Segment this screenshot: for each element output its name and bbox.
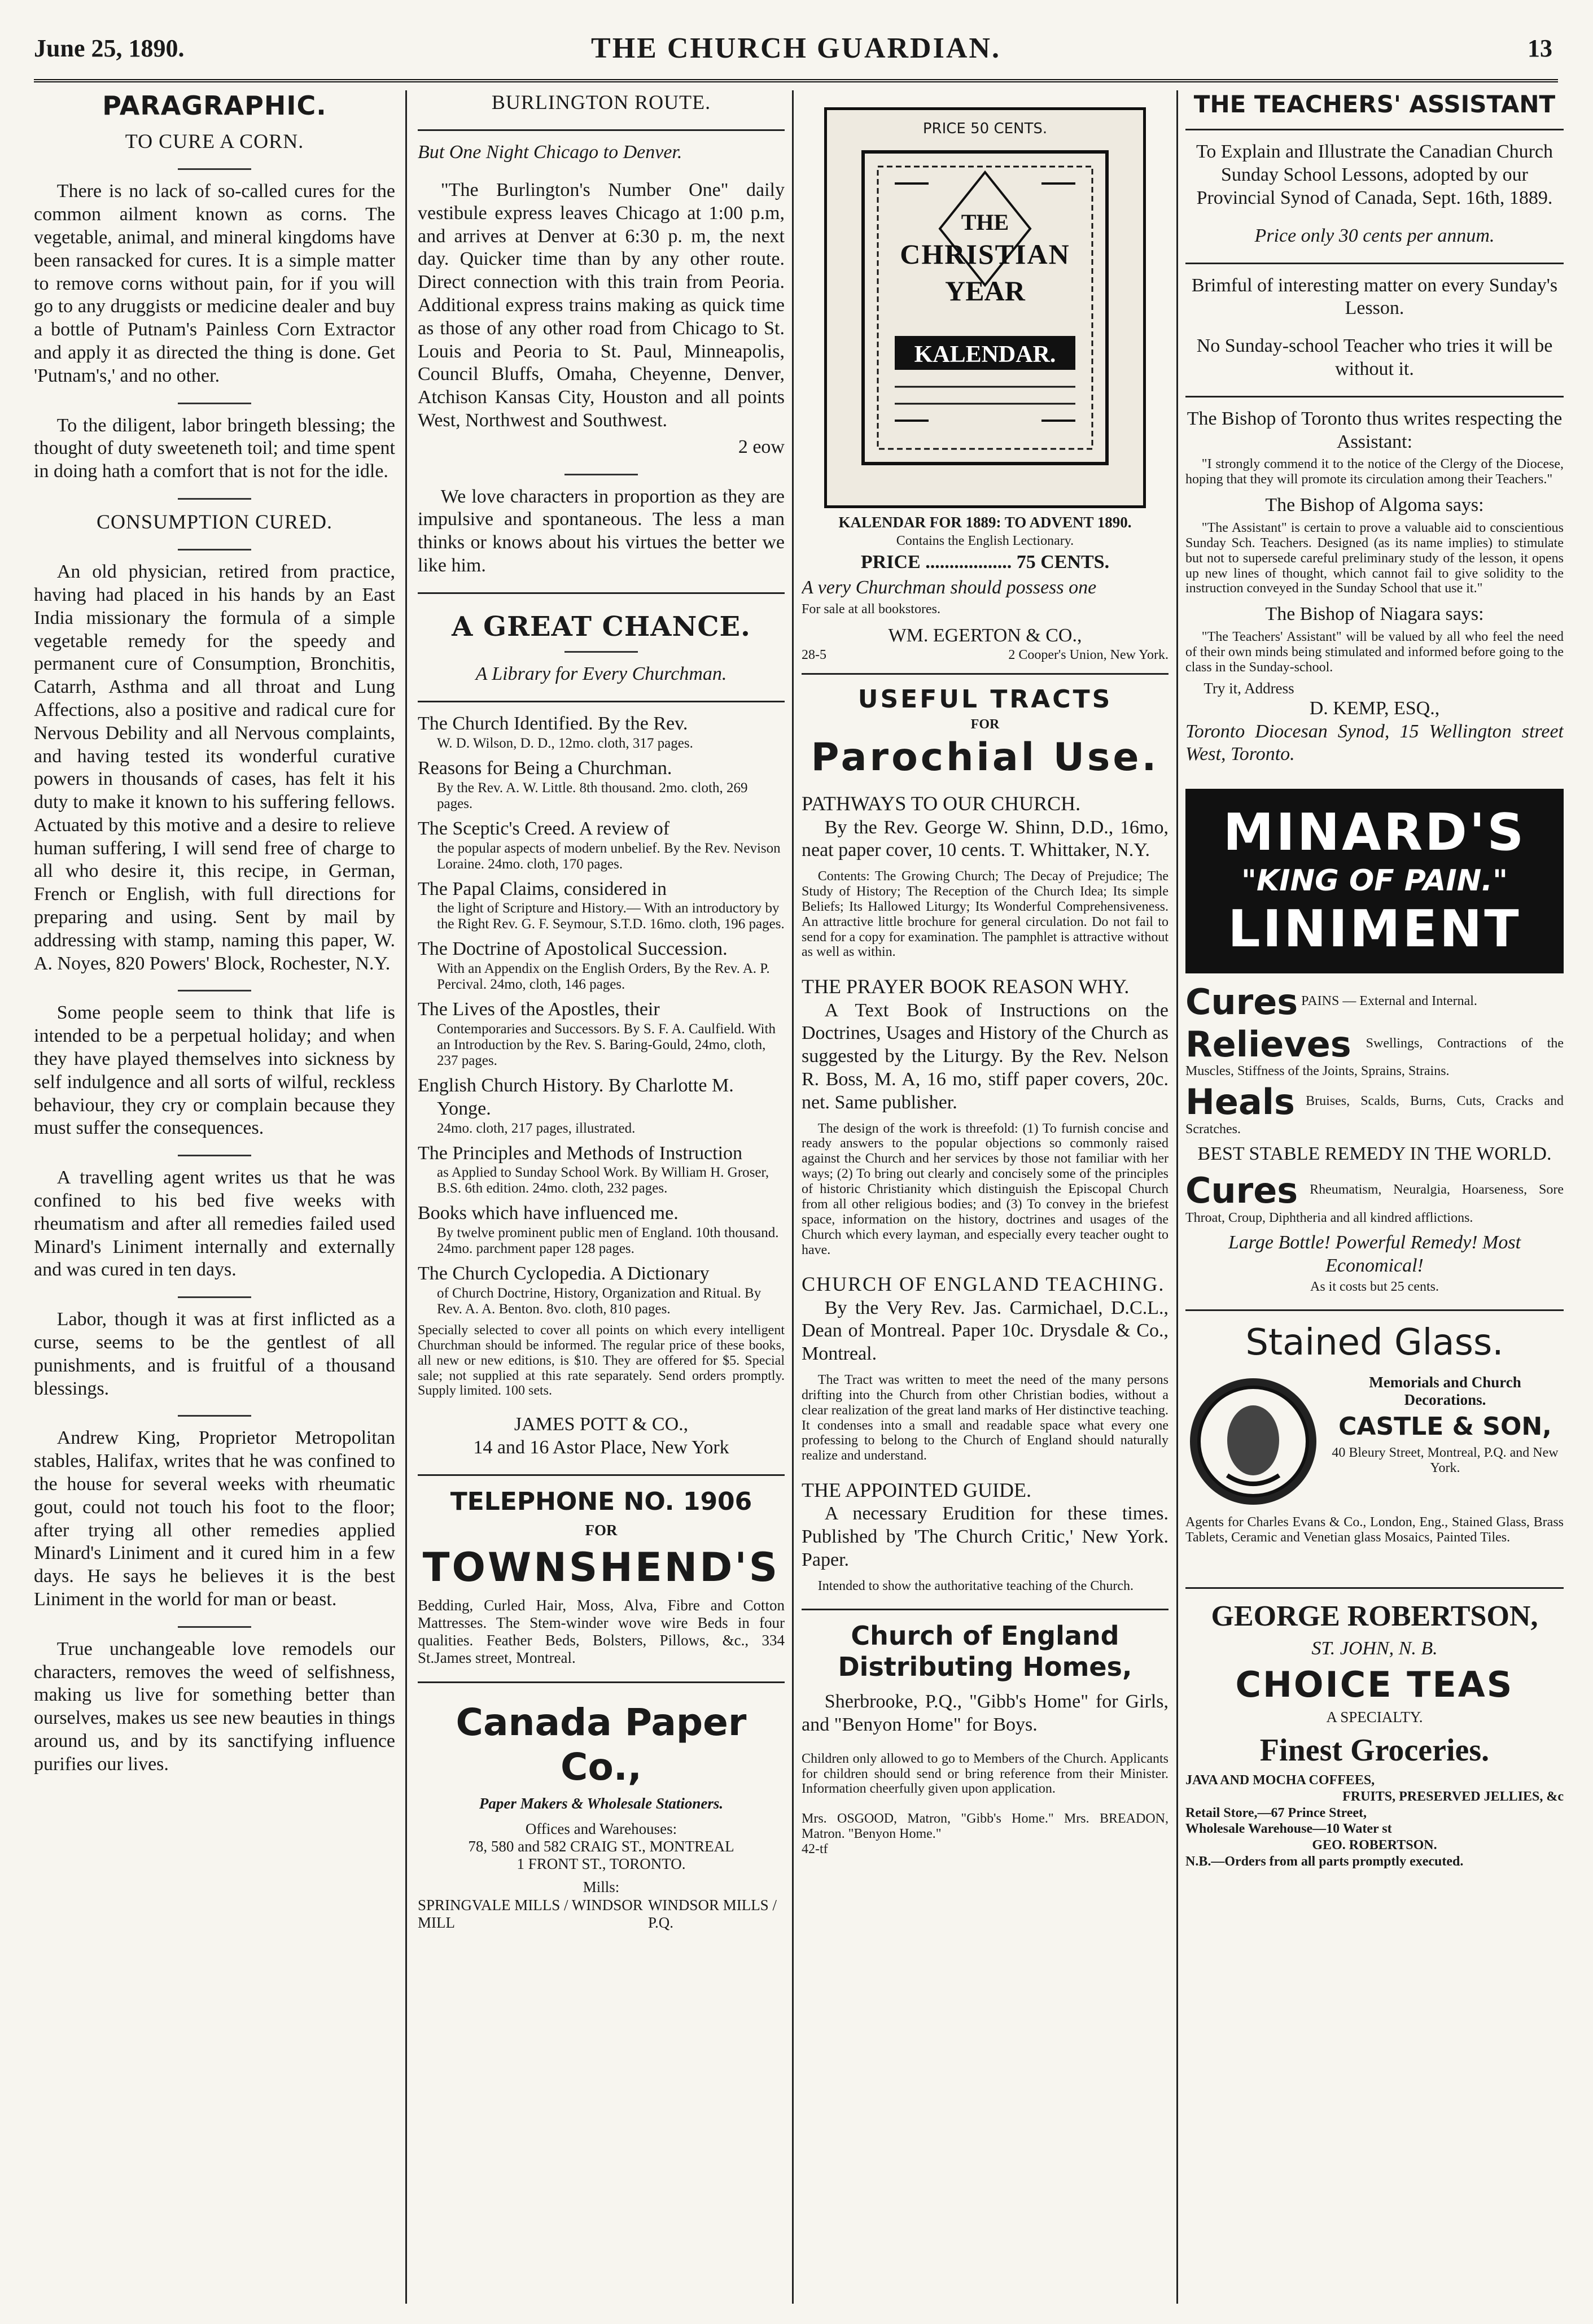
ad-code: 28-5	[802, 648, 826, 663]
ad-title: TELEPHONE NO. 1906	[450, 1487, 752, 1516]
book-details: the light of Scripture and History.— With an introductory by the Right Rev. G. F. Seymour, S.T.D. 16mo. cloth, 196 pages.	[437, 901, 785, 932]
tract-text: A Text Book of Instructions on the Doctrines, Usages and History of the Church as suggested by the Liturgy. By the Rev. Nelson R. Boss, M. A, 16 mo, stiff paper covers, 20c. net. Same publisher.	[802, 999, 1169, 1113]
ad-city: ST. JOHN, N. B.	[1311, 1638, 1438, 1659]
ad-text: Contains the English Lectionary.	[896, 534, 1074, 549]
ad-brand: GEORGE ROBERTSON,	[1211, 1600, 1538, 1632]
portrait-medallion-icon	[1185, 1374, 1321, 1509]
book-item	[418, 1142, 785, 1197]
article-text: Andrew King, Proprietor Metropolitan stables, Halifax, writes that he was confined to the house for several weeks with rheumatic gout, could not touch his foot to the floor; after trying all other remedies applied Minard's Liniment and it cured him in a few days. He says he believes it is the best Liniment in the world for man or beast.	[34, 1427, 395, 1610]
book-title: Reasons for Being a Churchman.	[418, 757, 672, 779]
article-title: CONSUMPTION CURED.	[96, 510, 333, 533]
column-rule	[1176, 90, 1178, 2304]
almanac-word-christian: CHRISTIAN	[900, 238, 1070, 270]
book-title: The Church Identified. By the Rev.	[418, 713, 688, 735]
ad-subtitle: A Library for Every Churchman.	[475, 663, 727, 685]
article-text: A travelling agent writes us that he was confined to his bed five weeks with rheumatism and after all remedies failed used Minard's Liniment internally and externally and was cured in ten days.	[34, 1167, 395, 1281]
publisher-address: 2 Cooper's Union, New York.	[1008, 648, 1169, 663]
book-item	[418, 1074, 785, 1137]
divider	[418, 129, 785, 131]
tract-contents: Contents: The Growing Church; The Decay of Prejudice; The Study of History; The Reception of the Church Idea; Its simple Beliefs; Its Hallowed Liturgy; Its Wonderful Comprehensiveness. An attractive little brochure for general circulation. Do not fail to send for a copy for examination. The pamphlet is attractive without as well as within.	[802, 869, 1169, 960]
divider	[1185, 396, 1564, 397]
endorsement-title: The Bishop of Toronto thus writes respecting the Assistant:	[1187, 408, 1563, 452]
ad-for: FOR	[970, 717, 1000, 732]
stable-remedy: BEST STABLE REMEDY IN THE WORLD.	[1197, 1143, 1552, 1164]
ad-title: Stained Glass.	[1245, 1322, 1504, 1364]
ad-title: THE TEACHERS' ASSISTANT	[1193, 90, 1556, 118]
ad-title: BURLINGTON ROUTE.	[491, 91, 711, 113]
ad-text: Brimful of interesting matter on every Sunday's Lesson.	[1191, 274, 1558, 319]
ad-text: Wholesale Warehouse—10 Water st	[1185, 1821, 1392, 1837]
divider	[802, 673, 1169, 675]
book-details: By the Rev. A. W. Little. 8th thousand. 2mo. cloth, 269 pages.	[437, 780, 748, 811]
tract-text: A necessary Erudition for these times. Published by 'The Church Critic,' New York. Paper.	[802, 1503, 1169, 1571]
ad-brand: Parochial Use.	[811, 735, 1159, 780]
ad-text: Mills:	[583, 1879, 620, 1896]
divider	[1185, 263, 1564, 264]
page-header	[34, 23, 1558, 82]
mills-right: WINDSOR MILLS / P.Q.	[647, 1896, 777, 1931]
contact-name: D. KEMP, ESQ.,	[1309, 697, 1440, 719]
divider	[178, 498, 251, 500]
divider	[418, 592, 785, 594]
section-heading: PARAGRAPHIC.	[102, 90, 327, 121]
book-details: the popular aspects of modern unbelief. By the Rev. Nevison Loraine. 24mo. cloth, 170 pages.	[437, 840, 781, 872]
divider	[178, 1626, 251, 1628]
stained-glass-details	[1327, 1374, 1564, 1479]
ad-text: No Sunday-school Teacher who tries it will be without it.	[1196, 335, 1553, 379]
ad-text: JAVA AND MOCHA COFFEES,	[1185, 1772, 1375, 1788]
almanac-frame-icon	[861, 150, 1109, 466]
issue-date: June 25, 1890.	[34, 34, 185, 62]
ad-title: Church of England Distributing Homes,	[838, 1620, 1132, 1682]
article-text: Some people seem to think that life is intended to be a perpetual holiday; and when they have played themselves into sickness by self indulgence and all sorts of wilful, reckless behaviour, they cry or complain because they must suffer the consequences.	[34, 1002, 395, 1139]
divider	[564, 474, 638, 475]
ad-text: A very Churchman should possess one	[802, 576, 1097, 598]
publisher-name: WM. EGERTON & CO.,	[888, 625, 1082, 646]
endorsement-title: The Bishop of Niagara says:	[1265, 604, 1484, 625]
ad-text: Children only allowed to go to Members of the Church. Applicants for children should send or bring reference from their Minister. Information cheerfully given upon application.	[802, 1751, 1169, 1797]
endorsement-quote: "I strongly commend it to the notice of the Clergy of the Diocese, hoping that they will promote its circulation among their Teachers."	[1185, 457, 1564, 487]
ad-contacts: Mrs. OSGOOD, Matron, "Gibb's Home." Mrs. BREADON, Matron. "Benyon Home."	[802, 1811, 1169, 1842]
book-title: The Papal Claims, considered in	[418, 878, 667, 899]
ad-text: Offices and Warehouses:	[525, 1820, 677, 1838]
book-item	[418, 878, 785, 933]
column-paragraphic	[34, 90, 395, 2304]
publisher-name: JAMES POTT & CO.,	[514, 1414, 689, 1435]
book-title: The Church Cyclopedia. A Dictionary	[418, 1263, 710, 1285]
ad-subtitle: Paper Makers & Wholesale Stationers.	[479, 1795, 724, 1812]
book-list	[418, 713, 785, 1317]
stained-glass-ad	[1185, 1374, 1564, 1577]
books-note: Specially selected to cover all points on which every intelligent Churchman should be informed. The regular price of these books, all new or new editions, is $10. They are offered for $5. Special sale; not supplied at this rate separately. Send orders promptly. Supply limited. 100 sets.	[418, 1322, 785, 1399]
divider	[178, 403, 251, 404]
book-title: The Sceptic's Creed. A review of	[418, 818, 670, 839]
remedy-text: PAINS — External and Internal.	[1301, 993, 1477, 1008]
book-details: W. D. Wilson, D. D., 12mo. cloth, 317 pages.	[437, 735, 693, 751]
ad-title: USEFUL TRACTS	[857, 685, 1113, 714]
endorsement-title: The Bishop of Algoma says:	[1265, 495, 1484, 516]
divider	[418, 701, 785, 702]
minards-name: MINARD'S	[1223, 803, 1526, 863]
book-details: of Church Doctrine, History, Organization and Ritual. By Rev. A. A. Benton. 8vo. cloth, 810 pages.	[437, 1285, 762, 1317]
almanac-word-kalendar: KALENDAR.	[914, 342, 1056, 368]
almanac-word-year: YEAR	[945, 275, 1025, 307]
article-text: We love characters in proportion as they are impulsive and spontaneous. The less a man thinks or knows about his virtues the better we like him.	[418, 486, 785, 576]
divider	[178, 549, 251, 551]
ad-code: 2 eow	[738, 436, 785, 457]
contact-address: Toronto Diocesan Synod, 15 Wellington street West, Toronto.	[1185, 720, 1564, 765]
ad-signature: GEO. ROBERTSON.	[1312, 1838, 1437, 1853]
divider	[418, 1681, 785, 1683]
ad-title: Finest Groceries.	[1259, 1732, 1490, 1768]
minards-banner	[1185, 789, 1564, 973]
article-text: An old physician, retired from practice, having had placed in his hands by an East India missionary the formula of a simple vegetable remedy for the speedy and permanent cure of Consumption, Bronchitis, Catarrh, Asthma and all throat and Lung Affections, also a positive and radical cure for Nervous Debility and all Nervous complaints, and having tested its wonderful curative powers in thousands of cases, has felt it his duty to make it known to his suffering fellows. Actuated by this motive and a desire to relieve human suffering, I will send free of charge to all who desire it, this recipe, in German, French or English, with full directions for preparing and using. Sent by mail by addressing with stamp, naming this paper, W. A. Noyes, 820 Powers' Block, Rochester, N.Y.	[34, 561, 395, 974]
divider	[178, 1155, 251, 1156]
tract-title: THE APPOINTED GUIDE.	[802, 1479, 1031, 1502]
remedy-word: Heals	[1185, 1081, 1295, 1123]
ad-address: 1 FRONT ST., TORONTO.	[517, 1855, 686, 1873]
minards-tagline: "KING OF PAIN."	[1241, 864, 1508, 898]
book-details: as Applied to Sunday School Work. By William H. Groser, B.S. 6th edition. 24mo. cloth, 232 pages.	[437, 1165, 769, 1196]
endorsement-quote: "The Teachers' Assistant" will be valued by all who feel the need of their own minds being stimulated and informed before going to the class in the Sunday-school.	[1185, 630, 1564, 675]
divider	[1185, 129, 1564, 130]
ad-price: Price only 30 cents per annum.	[1254, 225, 1495, 246]
book-title: The Doctrine of Apostolical Succession.	[418, 938, 728, 960]
ad-brand: CASTLE & SON,	[1338, 1412, 1552, 1441]
article-title: TO CURE A CORN.	[125, 130, 304, 153]
book-details: With an Appendix on the English Orders, By the Rev. A. P. Percival. 24mo, cloth, 146 pages.	[437, 961, 770, 993]
article-text: Labor, though it was at first inflicted as a curse, seems to be the gentlest of all punishments, and is fruitful of a thousand blessings.	[34, 1309, 395, 1399]
ad-text: Try it, Address	[1203, 679, 1294, 697]
tract-text: By the Very Rev. Jas. Carmichael, D.C.L., Dean of Montreal. Paper 10c. Drysdale & Co., Montreal.	[802, 1297, 1169, 1365]
book-item	[418, 1202, 785, 1257]
divider	[178, 1415, 251, 1417]
publisher-address: 14 and 16 Astor Place, New York	[473, 1437, 729, 1458]
ad-title: KALENDAR FOR 1889: TO ADVENT 1890.	[838, 514, 1132, 531]
endorsement-quote: "The Assistant" is certain to prove a valuable aid to conscientious Sunday Sch. Teachers. Designed (as its name implies) to stimulate but not to supersede careful preliminary study of the lesson, it opens up new lines of thought, which cannot fail to give solidity to the instruction conveyed in the Sunday School that use it."	[1185, 520, 1564, 596]
divider	[418, 1474, 785, 1476]
almanac-word-the: THE	[961, 209, 1009, 235]
ad-text: FRUITS, PRESERVED JELLIES, &c	[1342, 1789, 1564, 1804]
tract-contents: The Tract was written to meet the need of the many persons drifting into the Church from other Christian bodies, without a clear realization of the great land marks of Her distinctive teaching. It condenses into a small and readable space what every one professing to belong to the Church of England should naturally realize and understand.	[802, 1372, 1169, 1464]
ad-text: Retail Store,—67 Prince Street,	[1185, 1805, 1367, 1820]
book-title: English Church History. By Charlotte M. Yonge.	[418, 1074, 734, 1119]
tract-contents: The design of the work is threefold: (1) To furnish concise and ready answers to the popular objections so commonly raised against the Church and her services by those not familiar with her ways; (2) To bring out clearly and concisely some of the principles of historic Christianity which distinguish the Episcopal Church from all other religious bodies; and (3) To convey in the briefest space, information on the history, doctrines and usages of the Church which every layman, and especially every teacher ought to have.	[802, 1121, 1169, 1257]
book-details: By twelve prominent public men of England. 10th thousand. 24mo. parchment paper 128 pages.	[437, 1225, 779, 1257]
article-text: To the diligent, labor bringeth blessing; the thought of duty sweeteneth toil; and time spent in doing hath a comfort that is not for the idle.	[34, 414, 395, 482]
almanac-illustration	[824, 107, 1146, 508]
ad-text: "The Burlington's Number One" daily vestibule express leaves Chicago at 1:00 p.m, and arrives at Denver at 6:30 p. m, the next day. Quicker time than by any other route. Direct connection with this train from Peoria. Additional express trains making as quick time as those of any other road from Chicago to St. Louis and Peoria to St. Paul, Minneapolis, Council Bluffs, Omaha, Cheyenne, Denver, Atchison Kansas City, Houston and all points West, Northwest and Southwest.	[418, 179, 785, 431]
remedy-word: Cures	[1185, 981, 1298, 1023]
ad-title: CHOICE TEAS	[1235, 1664, 1514, 1706]
ad-text: Bedding, Curled Hair, Moss, Alva, Fibre and Cotton Mattresses. The Stem-winder wove wire Beds in four qualities. Feather Beds, Bolsters, Pillows, &c., 334 St.James street, Montreal.	[418, 1596, 785, 1666]
ad-address: 40 Bleury Street, Montreal, P.Q. and New York.	[1332, 1445, 1559, 1475]
remedy-line	[1185, 982, 1564, 1021]
book-title: The Lives of the Apostles, their	[418, 999, 660, 1020]
almanac-price: PRICE 50 CENTS.	[922, 120, 1048, 137]
tract-title: CHURCH OF ENGLAND TEACHING.	[802, 1273, 1165, 1296]
masthead-title: THE CHURCH GUARDIAN.	[591, 32, 1001, 64]
ad-text: Sherbrooke, P.Q., "Gibb's Home" for Girls, and "Benyon Home" for Boys.	[802, 1691, 1169, 1735]
book-item	[418, 818, 785, 872]
book-details: Contemporaries and Successors. By S. F. A. Caulfield. With an Introduction by the Rev. S. Baring-Gould, 24mo, cloth, 237 pages.	[437, 1021, 776, 1068]
ad-slogan: Large Bottle! Powerful Remedy! Most Economical!	[1228, 1231, 1521, 1276]
remedy-text: Rheumatism, Neuralgia, Hoarseness, Sore Throat, Croup, Diphtheria and all kindred afflictions.	[1185, 1182, 1564, 1225]
remedy-text: Bruises, Scalds, Burns, Cuts, Cracks and Scratches.	[1185, 1094, 1564, 1137]
ad-text: N.B.—Orders from all parts promptly executed.	[1185, 1854, 1464, 1869]
ad-text: To Explain and Illustrate the Canadian Church Sunday School Lessons, adopted by our Provincial Synod of Canada, Sept. 16th, 1889.	[1196, 141, 1553, 208]
column-advertisements-2	[418, 90, 785, 2304]
divider	[178, 168, 251, 170]
book-details: 24mo. cloth, 217 pages, illustrated.	[437, 1120, 636, 1136]
divider	[178, 990, 251, 991]
column-rule	[792, 90, 794, 2304]
remedy-line	[1185, 1171, 1564, 1225]
ad-price: PRICE .................. 75 CENTS.	[860, 551, 1110, 573]
remedy-line	[1185, 1082, 1564, 1137]
article-text: There is no lack of so-called cures for the common ailment known as corns. The vegetable, animal, and mineral kingdoms have been ransacked for cures. It is a simple matter to remove corns without pain, for if you will go to any druggists or medicine dealer and buy a bottle of Putnam's Painless Corn Extractor and apply it as directed the thing is done. Get 'Putnam's,' and no other.	[34, 181, 395, 386]
article-text: True unchangeable love remodels our characters, removes the weed of selfishness, making us live for something better than ourselves, makes us see new beauties in things around us, and by its sanctifying influence purifies our lives.	[34, 1638, 395, 1775]
ad-text: Agents for Charles Evans & Co., London, Eng., Stained Glass, Brass Tablets, Ceramic and Venetian glass Mosaics, Painted Tiles.	[1185, 1514, 1564, 1545]
divider	[1185, 1587, 1564, 1589]
ad-subtitle: But One Night Chicago to Denver.	[418, 142, 682, 163]
tract-text: By the Rev. George W. Shinn, D.D., 16mo, neat paper cover, 10 cents. T. Whittaker, N.Y.	[802, 816, 1169, 861]
column-advertisements-4	[1185, 90, 1564, 2304]
book-title: The Principles and Methods of Instruction	[418, 1142, 743, 1164]
divider	[1185, 1309, 1564, 1311]
ad-brand: TOWNSHEND'S	[422, 1544, 780, 1591]
ad-for: FOR	[585, 1521, 618, 1539]
divider	[178, 1296, 251, 1298]
divider	[802, 1609, 1169, 1610]
ad-text: For sale at all bookstores.	[802, 601, 940, 617]
publisher-row	[802, 648, 1169, 663]
minards-product: LINIMENT	[1228, 899, 1521, 959]
remedy-word: Relieves	[1185, 1023, 1351, 1065]
ad-text: A SPECIALTY.	[1326, 1708, 1423, 1725]
divider	[564, 651, 638, 653]
mills-row	[418, 1897, 785, 1932]
remedy-line	[1185, 1025, 1564, 1079]
tract-title: PATHWAYS TO OUR CHURCH.	[802, 792, 1081, 815]
book-item	[418, 757, 785, 812]
mills-left: SPRINGVALE MILLS / WINDSOR MILL	[418, 1896, 643, 1931]
remedy-text: Swellings, Contractions of the Muscles, Stiffness of the Joints, Sprains, Strains.	[1185, 1036, 1564, 1079]
ad-address: 78, 580 and 582 CRAIG ST., MONTREAL	[468, 1838, 734, 1855]
column-rule	[405, 90, 407, 2304]
column-advertisements-3	[802, 90, 1169, 2304]
ad-price: As it costs but 25 cents.	[1310, 1279, 1439, 1295]
remedy-word: Cures	[1185, 1170, 1298, 1212]
page-number: 13	[1528, 34, 1552, 62]
book-item	[418, 998, 785, 1069]
ad-text: Memorials and Church Decorations.	[1369, 1373, 1521, 1409]
tract-contents: Intended to show the authoritative teaching of the Church.	[817, 1578, 1134, 1593]
ad-code: 42-tf	[802, 1842, 828, 1857]
book-item	[418, 713, 785, 752]
ad-title: A GREAT CHANCE.	[452, 610, 751, 643]
ad-brand: Canada Paper Co.,	[456, 1700, 747, 1789]
book-item	[418, 1263, 785, 1317]
tract-title: THE PRAYER BOOK REASON WHY.	[802, 975, 1130, 998]
book-item	[418, 938, 785, 993]
book-title: Books which have influenced me.	[418, 1203, 679, 1224]
